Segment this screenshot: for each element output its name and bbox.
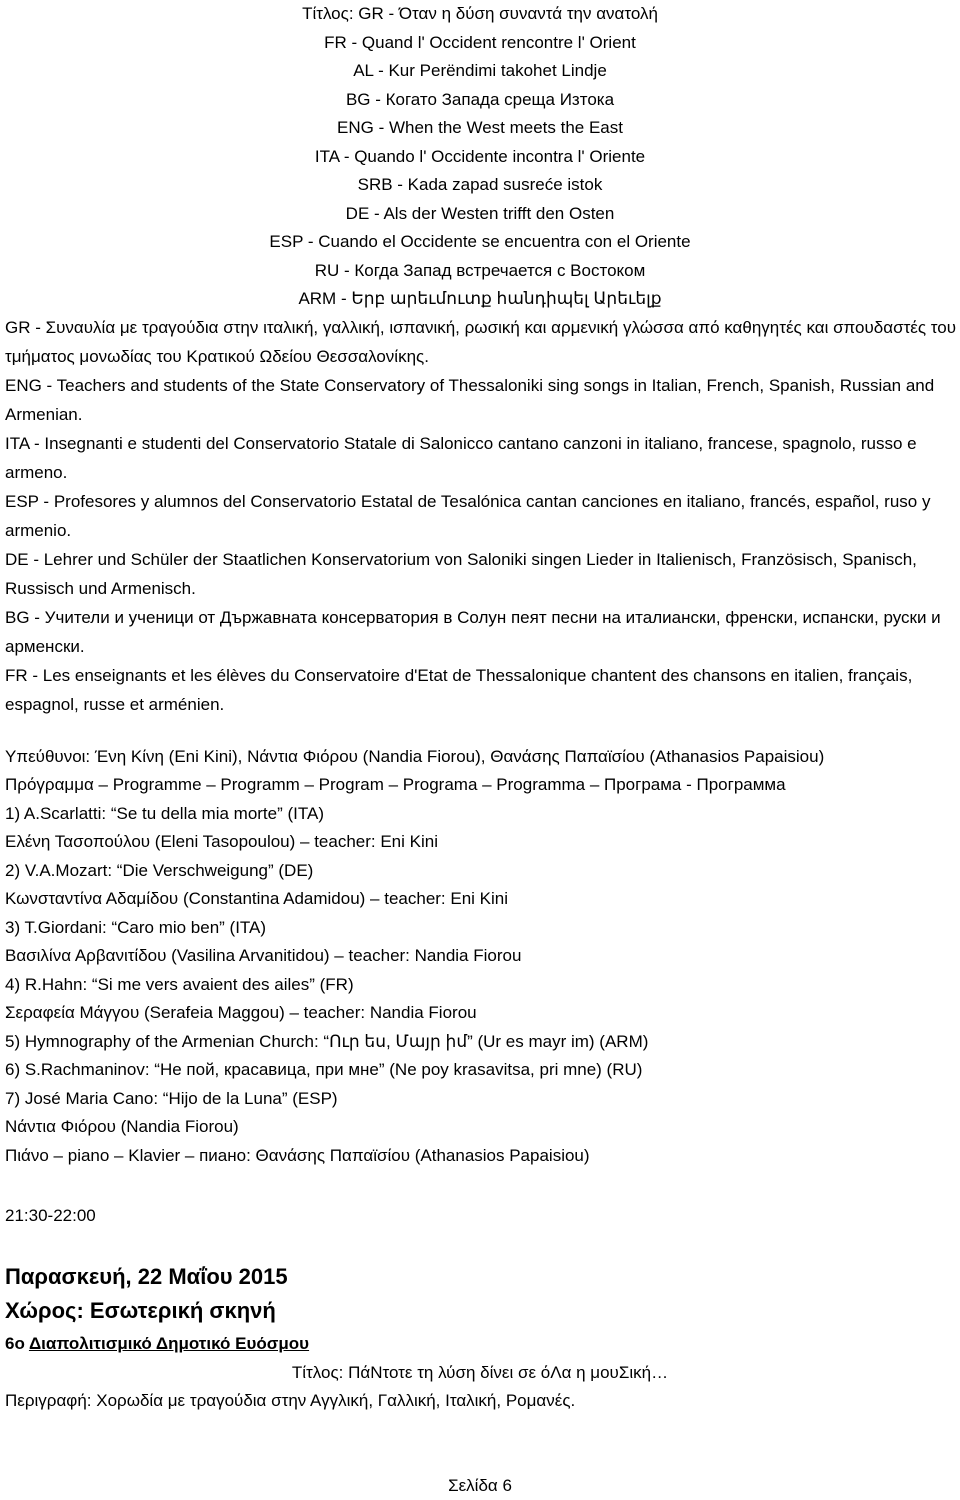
title-line-srb: SRB - Kada zapad susreće istok <box>357 175 603 194</box>
program-performer-3: Βασιλίνα Αρβανιτίδου (Vasilina Arvanitidou) – teacher: Nandia Fiorou <box>5 946 522 965</box>
program-performer-1: Ελένη Τασοπούλου (Eleni Tasopoulou) – teacher: Eni Kini <box>5 832 438 851</box>
program-item-6: 6) S.Rachmaninov: “Не пой, красавица, при мне” (Ne poy krasavitsa, pri mne) (RU) <box>5 1060 643 1079</box>
title-line-ita: ITA - Quando l' Occidente incontra l' Oriente <box>314 146 646 166</box>
school-prefix: 6ο <box>5 1334 29 1353</box>
description-fr: FR - Les enseignants et les élèves du Conservatoire d'Etat de Thessalonique chantent des chansons en italien, français, espagnol, russe et arménien. <box>5 666 913 714</box>
multilingual-description-block <box>5 313 957 719</box>
title-line-esp: ESP - Cuando el Occidente se encuentra con el Oriente <box>269 232 691 251</box>
program-performer-5-7: Νάντια Φιόρου (Nandia Fiorou) <box>5 1117 239 1136</box>
event-date-heading: Παρασκευή, 22 Μαΐου 2015 <box>5 1264 288 1289</box>
title-line-arm: ARM - Երբ արեւմուտք հանդիպել Արեւելք <box>298 289 662 308</box>
title-line-de: DE - Als der Westen trifft den Osten <box>345 203 615 223</box>
description-ita: ITA - Insegnanti e studenti del Conservatorio Statale di Salonicco cantano canzoni in italiano, francese, spagnolo, russo e armeno. <box>5 434 917 482</box>
title-line-bg: BG - Когато Запада среща Изтока <box>345 89 615 109</box>
program-item-2: 2) V.A.Mozart: “Die Verschweigung” (DE) <box>5 860 314 880</box>
description-eng: ENG - Teachers and students of the State Conservatory of Thessaloniki sing songs in Italian, French, Spanish, Russian and Armenian. <box>5 376 935 424</box>
page-number: Σελίδα 6 <box>448 1476 512 1495</box>
program-heading: Πρόγραμμα – Programme – Programm – Program – Programa – Programma – Програма - Программа <box>5 775 786 794</box>
title-line-gr: Τίτλος: GR - Όταν η δύση συναντά την ανατολή <box>302 4 658 23</box>
multilingual-title-block <box>0 0 960 314</box>
school-name: Διαπολιτισμικό Δημοτικό Ευόσμου <box>28 1334 310 1353</box>
description-gr: GR - Συναυλία με τραγούδια στην ιταλική, γαλλική, ισπανική, ρωσική και αρμενική γλώσσα από καθηγητές και σπουδαστές του τμήματος μονωδίας του Κρατικού Ωδείου Θεσσαλονίκης. <box>5 318 957 366</box>
description-bg: BG - Учители и ученици от Държавната консерватория в Солун пеят песни на италиански, френски, испански, руски и арменски. <box>5 608 941 656</box>
program-item-5: 5) Hymnography of the Armenian Church: “Ուր ես, Մայր իմ” (Ur es mayr im) (ARM) <box>5 1031 649 1051</box>
program-piano: Πιάνο – piano – Klavier – пиано: Θανάσης Παπαϊσίου (Athanasios Papaisiou) <box>5 1145 590 1165</box>
event-school-heading <box>5 1330 309 1358</box>
responsible-persons: Υπεύθυνοι: Ένη Κίνη (Eni Kini), Νάντια Φιόρου (Nandia Fiorou), Θανάσης Παπαϊσίου (Athanasios Papaisiou) <box>5 747 825 766</box>
event-time: 21:30-22:00 <box>5 1206 96 1225</box>
program-item-7: 7) José Maria Cano: “Hijo de la Luna” (ESP) <box>5 1088 338 1108</box>
title-line-al: AL - Kur Perëndimi takohet Lindje <box>353 61 607 80</box>
event-venue-heading: Χώρος: Εσωτερική σκηνή <box>5 1298 276 1323</box>
program-item-1: 1) A.Scarlatti: “Se tu della mia morte” (ITA) <box>5 803 324 823</box>
program-item-3: 3) T.Giordani: “Caro mio ben” (ITA) <box>5 917 267 937</box>
program-performer-4: Σεραφεία Μάγγου (Serafeia Maggou) – teacher: Nandia Fiorou <box>5 1003 477 1022</box>
title-line-ru: RU - Когда Запад встречается с Востоком <box>314 260 646 280</box>
description-esp: ESP - Profesores y alumnos del Conservatorio Estatal de Tesalónica cantan canciones en italiano, francés, español, ruso y armenio. <box>5 492 931 540</box>
event-description: Περιγραφή: Χορωδία με τραγούδια στην Αγγλική, Γαλλική, Ιταλική, Ρομανές. <box>5 1391 576 1410</box>
description-de: DE - Lehrer und Schüler der Staatlichen Konservatorium von Saloniki singen Lieder in Italienisch, Französisch, Spanisch, Russisch und Armenisch. <box>5 550 917 598</box>
program-performer-2: Κωνσταντίνα Αδαμίδου (Constantina Adamidou) – teacher: Eni Kini <box>5 889 509 908</box>
program-list <box>5 771 957 1170</box>
event-title: Τίτλος: ΠάΝτοτε τη λύση δίνει σε όΛα η μουΣική… <box>291 1363 669 1382</box>
title-line-fr: FR - Quand l' Occident rencontre l' Orient <box>324 32 636 52</box>
program-item-4: 4) R.Hahn: “Si me vers avaient des ailes” (FR) <box>5 974 354 994</box>
title-line-eng: ENG - When the West meets the East <box>337 118 623 137</box>
